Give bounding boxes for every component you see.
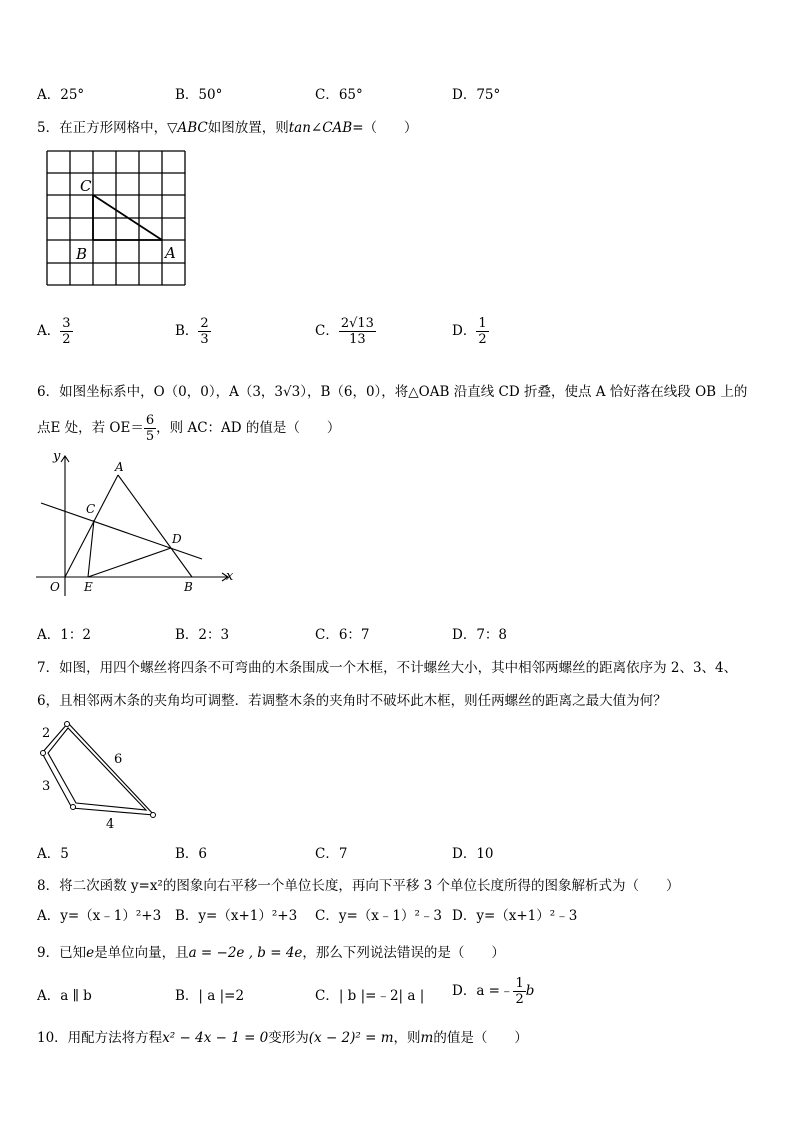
q9-option-d-fraction: $\frac{1}{2}$ <box>515 976 524 1007</box>
q6-segment-ab <box>118 475 192 577</box>
q10-stem: 10．用配方法将方程x² − 4x − 1 = 0变形为(x − 2)² = m，则m的值是（ ） <box>37 1030 528 1046</box>
q6-stem-line1: 6．如图坐标系中，O（0，0），A（3，3√3），B（6，0），将△OAB 沿直线 CD 折叠，使点 A 恰好落在线段 OB 上的 <box>37 384 748 400</box>
q6-option-c: C．6：7 <box>315 627 370 643</box>
q5-label-b: B <box>76 245 88 263</box>
q9-option-d: D．a =﹣ $\frac{1}{2}$ b <box>452 976 535 1007</box>
q6-oe-fraction: $\frac{6}{5}$ <box>145 413 155 444</box>
q6-segment-oa <box>65 475 118 577</box>
q5-triangle: ▽ABC <box>167 120 208 136</box>
q5-tan-expr: tan∠CAB <box>288 120 353 136</box>
q6-label-x: x <box>226 569 234 584</box>
q7-stem-line2: 6，且相邻两木条的夹角均可调整．若调整木条的夹角时不破坏此木框，则任两螺丝的距离之最大值为何？ <box>37 693 667 709</box>
q6-stem-line2: 点E 处，若 OE＝ $\frac{6}{5}$ ，则 AC：AD 的值是（ ） <box>37 413 341 444</box>
q5-option-d-fraction: $\frac{1}{2}$ <box>478 316 487 347</box>
q7-wooden-frame <box>42 723 154 815</box>
q4-option-d: D．75° <box>452 87 501 103</box>
q5-label-a: A <box>165 244 176 262</box>
q6-label-y: y <box>53 449 61 464</box>
q6-label-d: D <box>172 532 182 546</box>
q5-label-c: C <box>80 177 92 195</box>
q5-option-a-fraction: $\frac{3}{2}$ <box>62 316 71 347</box>
q4-option-b: B．50° <box>175 87 223 103</box>
q10-equation-transformed: (x − 2)² = m <box>308 1030 394 1046</box>
q9-option-a: A．a ∥ b <box>37 988 92 1004</box>
q8-option-b: B．y=（x+1）²+3 <box>175 908 298 924</box>
q6-segment-ce <box>88 520 94 577</box>
q5-option-b-fraction: $\frac{2}{3}$ <box>200 316 209 347</box>
q8-option-a: A．y=（x﹣1）²+3 <box>37 908 162 924</box>
q6-label-a: A <box>115 460 124 474</box>
q6-option-d: D．7：8 <box>452 627 508 643</box>
q9-unit-vector-e: e <box>86 945 95 961</box>
q5-option-d: D． $\frac{1}{2}$ <box>452 316 487 347</box>
q5-option-b: B． $\frac{2}{3}$ <box>175 316 209 347</box>
q5-grid-lines <box>47 151 185 285</box>
q8-option-d: D．y=（x+1）²﹣3 <box>452 908 578 924</box>
q5-option-c-fraction: $\frac{2√13}{13}$ <box>340 316 374 347</box>
q9-option-b: B．| a |=2 <box>175 988 245 1004</box>
q9-vector-relation: a = −2e , b = 4e <box>188 945 303 961</box>
q4-option-a: A．25° <box>37 87 85 103</box>
q5-grid-figure <box>44 148 188 288</box>
q7-option-c: C．7 <box>315 846 348 862</box>
q7-stem-line1: 7．如图，用四个螺丝将四条不可弯曲的木条围成一个木框，不计螺丝大小，其中相邻两螺丝的距离依序为 2、3、4、 <box>37 660 738 676</box>
q6-option-a: A．1：2 <box>37 627 91 643</box>
q5-option-c: C． $\frac{2√13}{13}$ <box>315 316 374 347</box>
q7-option-b: B．6 <box>175 846 208 862</box>
q9-stem: 9．已知e是单位向量，且a = −2e , b = 4e，那么下列说法错误的是（ ） <box>37 945 505 961</box>
q4-option-c: C．65° <box>315 87 363 103</box>
q6-label-b: B <box>184 580 193 594</box>
q6-option-b: B．2：3 <box>175 627 230 643</box>
q5-stem: 5．在正方形网格中，▽ABC如图放置，则tan∠CAB=（ ） <box>37 120 418 136</box>
q6-coordinate-figure <box>36 448 242 598</box>
q10-equation-original: x² − 4x − 1 = 0 <box>162 1030 269 1046</box>
q7-side-label-6: 6 <box>114 752 123 767</box>
q8-stem: 8．将二次函数 y=x²的图象向右平移一个单位长度，再向下平移 3 个单位长度所得的图象解析式为（ ） <box>37 878 680 894</box>
q6-label-o: O <box>50 580 60 594</box>
q7-side-label-2: 2 <box>42 726 51 741</box>
q8-option-c: C．y=（x﹣1）²﹣3 <box>315 908 442 924</box>
q5-option-a: A． $\frac{3}{2}$ <box>37 316 71 347</box>
q9-option-c: C．| b |=﹣2| a | <box>315 988 425 1004</box>
q7-option-d: D．10 <box>452 846 494 862</box>
q6-segment-ed <box>88 548 171 577</box>
q6-label-e: E <box>84 580 93 594</box>
q6-label-c: C <box>86 502 96 516</box>
q7-frame-figure <box>36 716 168 832</box>
q7-option-a: A．5 <box>37 846 69 862</box>
q7-side-label-3: 3 <box>42 779 51 794</box>
q7-side-label-4: 4 <box>106 817 115 832</box>
